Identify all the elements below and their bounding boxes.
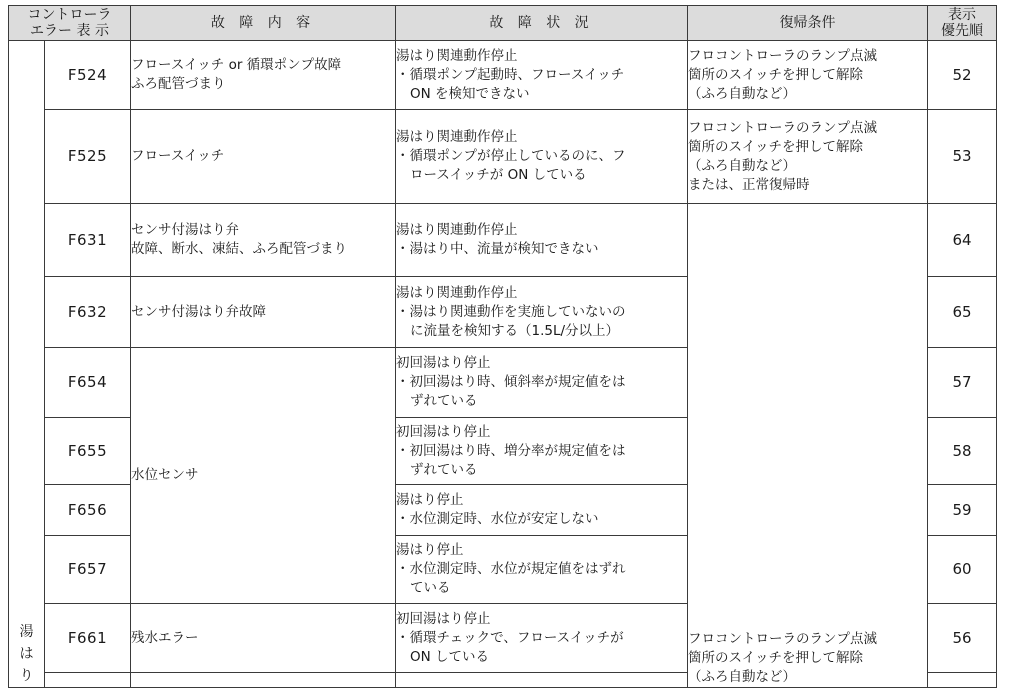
fault-status: [396, 485, 688, 536]
fault-status: [396, 277, 688, 348]
fault-status: [396, 110, 688, 204]
error-code: F655: [45, 418, 131, 485]
fault-status: [396, 41, 688, 110]
fault-line: 水位センサ: [131, 467, 199, 483]
status-cont: ずれている: [410, 461, 478, 478]
status-head: 初回湯はり停止: [396, 610, 491, 627]
status-cont: に流量を検知する（1.5L/分以上）: [410, 322, 620, 339]
table-row: [9, 204, 997, 277]
fault-line: フロースイッチ: [131, 148, 225, 164]
recovery-line: （ふろ自動など）: [688, 669, 796, 685]
header-priority-line1: 表示: [948, 7, 976, 23]
fault-line: 残水エラー: [131, 629, 199, 646]
status-bullet: ・初回湯はり時、増分率が規定値をは: [396, 442, 626, 459]
fault-line: センサ付湯はり弁: [131, 222, 239, 238]
priority-value: 60: [928, 536, 997, 604]
category-char: り: [19, 668, 34, 684]
recovery-line: （ふろ自動など）: [688, 85, 796, 102]
error-code: F525: [45, 110, 131, 204]
header-priority-line2: 優先順: [941, 23, 983, 39]
fault-status: [396, 536, 688, 604]
fault-content: [131, 673, 396, 688]
recovery-line: 箇所のスイッチを押して解除: [688, 66, 863, 83]
recovery-line: 箇所のスイッチを押して解除: [688, 650, 863, 666]
status-cont: ている: [410, 580, 451, 596]
error-code: F631: [45, 204, 131, 277]
category-char: 湯: [19, 624, 34, 640]
category-cell: [9, 41, 45, 688]
priority-value: 52: [928, 41, 997, 110]
header-status: 故 障 状 況: [396, 6, 688, 41]
priority-value: 56: [928, 604, 997, 673]
fault-status: [396, 348, 688, 418]
status-head: 初回湯はり停止: [396, 423, 491, 440]
status-bullet: ・循環ポンプ起動時、フロースイッチ: [396, 66, 625, 83]
error-code: F657: [45, 536, 131, 604]
recovery-condition: [688, 41, 928, 110]
header-priority: [928, 6, 997, 41]
fault-status: [396, 673, 688, 688]
fault-status: [396, 604, 688, 673]
error-code: F661: [45, 604, 131, 673]
status-bullet: ・湯はり中、流量が検知できない: [396, 241, 599, 257]
error-code-table: [8, 5, 997, 688]
fault-content: [131, 110, 396, 204]
status-bullet: ・水位測定時、水位が規定値をはずれ: [396, 561, 626, 577]
priority-value: 65: [928, 277, 997, 348]
fault-line: 故障、断水、凍結、ふろ配管づまり: [131, 241, 347, 257]
priority-value: 64: [928, 204, 997, 277]
fault-content: [131, 604, 396, 673]
header-controller-line1: コントローラ: [27, 7, 112, 23]
recovery-line: （ふろ自動など）: [688, 157, 796, 174]
fault-content: [131, 41, 396, 110]
recovery-line: 箇所のスイッチを押して解除: [688, 138, 863, 155]
status-cont: ずれている: [410, 393, 478, 409]
status-bullet: ・循環チェックで、フロースイッチが: [396, 629, 624, 646]
fault-content: [131, 277, 396, 348]
recovery-line: フロコントローラのランプ点滅: [688, 631, 877, 647]
header-recovery: 復帰条件: [688, 6, 928, 41]
fault-content: [131, 204, 396, 277]
fault-line: センサ付湯はり弁故障: [131, 303, 266, 320]
fault-line: ふろ配管づまり: [131, 76, 226, 92]
error-code: F654: [45, 348, 131, 418]
recovery-condition: [688, 110, 928, 204]
status-head: 湯はり停止: [396, 542, 464, 558]
error-code: F632: [45, 277, 131, 348]
header-controller-display: [9, 6, 131, 41]
header-row: [9, 6, 997, 41]
status-bullet: ・水位測定時、水位が安定しない: [396, 511, 599, 527]
status-head: 湯はり関連動作停止: [396, 47, 518, 64]
fault-line: フロースイッチ or 循環ポンプ故障: [131, 57, 342, 73]
fault-status: [396, 204, 688, 277]
status-bullet: ・初回湯はり時、傾斜率が規定値をは: [396, 374, 626, 390]
error-code: F656: [45, 485, 131, 536]
priority-value: [928, 673, 997, 688]
error-code: [45, 673, 131, 688]
priority-value: 59: [928, 485, 997, 536]
status-cont: ON を検知できない: [410, 85, 530, 102]
status-cont: ロースイッチが ON している: [410, 167, 587, 183]
recovery-line: フロコントローラのランプ点滅: [688, 47, 877, 64]
priority-value: 53: [928, 110, 997, 204]
category-char: は: [19, 646, 34, 662]
recovery-line: または、正常復帰時: [688, 176, 810, 193]
shared-recovery-condition: [688, 204, 928, 688]
status-head: 湯はり関連動作停止: [396, 222, 518, 238]
recovery-line: フロコントローラのランプ点滅: [688, 119, 877, 136]
status-head: 初回湯はり停止: [396, 355, 491, 371]
fault-content: [131, 348, 396, 604]
status-cont: ON している: [410, 648, 490, 665]
error-code: F524: [45, 41, 131, 110]
priority-value: 57: [928, 348, 997, 418]
status-head: 湯はり停止: [396, 492, 464, 508]
status-bullet: ・循環ポンプが停止しているのに、フ: [396, 148, 626, 164]
fault-status: [396, 418, 688, 485]
header-fault: 故 障 内 容: [131, 6, 396, 41]
status-bullet: ・湯はり関連動作を実施していないの: [396, 303, 626, 320]
status-head: 湯はり関連動作停止: [396, 284, 518, 301]
header-controller-line2: エラー 表 示: [30, 23, 109, 39]
table-row: [9, 110, 997, 204]
table-row: [9, 41, 997, 110]
priority-value: 58: [928, 418, 997, 485]
status-head: 湯はり関連動作停止: [396, 129, 518, 145]
